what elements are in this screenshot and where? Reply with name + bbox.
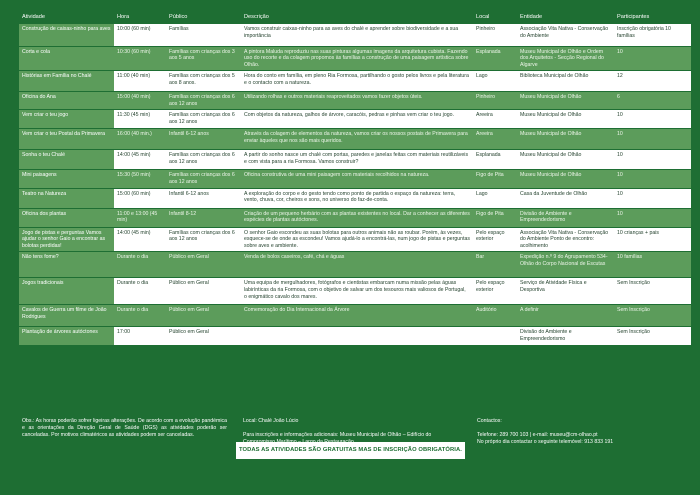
cell-local: Auditório	[473, 305, 517, 327]
cell-publico: Famílias com crianças dos 3 aos 5 anos	[166, 46, 241, 71]
cell-participantes: 10	[614, 110, 691, 129]
cell-hora: 15:30 (50 min)	[114, 170, 166, 188]
cell-atividade: Jogos tradicionais	[19, 278, 114, 305]
cell-participantes: Sem Inscrição	[614, 327, 691, 345]
cell-participantes: 6	[614, 92, 691, 110]
cell-descricao: Comemoração do Dia Internacional da Árvore	[241, 305, 473, 327]
table-row	[19, 24, 691, 46]
cell-participantes: 10	[614, 188, 691, 208]
cell-atividade: Não tens fome?	[19, 252, 114, 278]
table-row	[19, 150, 691, 170]
cell-hora: Durante o dia	[114, 278, 166, 305]
cell-local: Pinheiro	[473, 24, 517, 46]
cell-hora: 14:00 (45 min)	[114, 150, 166, 170]
cell-publico: Famílias com crianças dos 6 aos 12 anos	[166, 110, 241, 129]
cell-atividade: Oficina do Ana	[19, 92, 114, 110]
cell-publico: Público em Geral	[166, 327, 241, 345]
cell-atividade: Vem criar o teu jogo	[19, 110, 114, 129]
cell-atividade: Sonha o teu Chalé	[19, 150, 114, 170]
footer-local: Local: Chalé João Lúcio	[243, 418, 299, 424]
header-publico: Público	[166, 9, 241, 24]
schedule-table	[19, 9, 691, 346]
cell-atividade: Vem criar o teu Postal da Primavera	[19, 129, 114, 150]
header-participantes: Participantes	[614, 9, 691, 24]
table-row	[19, 227, 691, 252]
footer-obs: Obs.: As horas poderão sofrer ligeiras alterações. De acordo com a evolução pandémica e as orientações da Direção Geral de Saúde (DGS) as atividades poderão ser canceladas. Por motivos climatéricos as atividades podem ser canceladas.	[22, 418, 227, 438]
cell-local: Esplanada	[473, 150, 517, 170]
cell-participantes: Sem Inscrição	[614, 278, 691, 305]
cell-entidade: Museu Municipal de Olhão	[517, 170, 614, 188]
cell-entidade: Museu Municipal de Olhão	[517, 129, 614, 150]
cell-entidade: Divisão de Ambiente e Empreendedorismo	[517, 208, 614, 227]
cell-atividade: Teatro na Natureza	[19, 188, 114, 208]
cell-participantes: 10	[614, 129, 691, 150]
cell-atividade: Cavalos de Guerra um filme de João Rodrigues	[19, 305, 114, 327]
cell-publico: Público em Geral	[166, 252, 241, 278]
cell-entidade: Expedição n.º 9 do Agrupamento 534-Olhão do Corpo Nacional de Escutas	[517, 252, 614, 278]
cell-atividade: Mini paisagens	[19, 170, 114, 188]
cell-publico: Infantil 6-12 anos	[166, 188, 241, 208]
table-row	[19, 208, 691, 227]
cell-descricao: A partir do sonho nasce um chalé com portas, paredes e janelas feitas com materiais reutilizáveis e com vista para a ria Formosa. Vamos construir?	[241, 150, 473, 170]
cell-publico: Público em Geral	[166, 278, 241, 305]
table-row	[19, 46, 691, 71]
table-row	[19, 110, 691, 129]
footer-inscricoes: Para inscrições e informações adicionais: Museu Municipal de Olhão – Edifício do	[243, 432, 432, 438]
cell-publico: Famílias com crianças dos 6 aos 12 anos	[166, 92, 241, 110]
table-row	[19, 170, 691, 188]
cell-publico: Público em Geral	[166, 305, 241, 327]
cell-descricao: Vamos construir caixas-ninho para as aves do chalé e aprender sobre biodiversidade e a sua importância	[241, 24, 473, 46]
cell-publico: Famílias com crianças dos 6 aos 12 anos	[166, 150, 241, 170]
cell-hora: Durante o dia	[114, 252, 166, 278]
cell-hora: 11:00 (40 min)	[114, 71, 166, 92]
cell-entidade: Museu Municipal de Olhão e Ordem dos Arquitetos - Secção Regional do Algarve	[517, 46, 614, 71]
cell-descricao	[241, 327, 473, 345]
cell-participantes: Sem Inscrição	[614, 305, 691, 327]
cell-descricao: Hora do conto em família, em pleno Ria Formosa, partilhando o gosto pelos livros e pela literatura e o contacto com a natureza.	[241, 71, 473, 92]
cell-entidade: Associação Vita Nativa - Conservação do Ambiente	[517, 24, 614, 46]
cell-descricao: O senhor Gaio escondeu as suas bolotas para outros animais não as roubar. Porém, às vezes, esquece-se de onde as escondeu! Vamos ajudá-lo a encontrá-las, num jogo de pistas e perguntas sobre aves e ambiente.	[241, 227, 473, 252]
table-row	[19, 278, 691, 305]
cell-descricao: A exploração do corpo e do gesto tendo como ponto de partida o espaço da natureza: terra, vento, chuva, cor, cheiros e sons, no universo do faz-de-conta.	[241, 188, 473, 208]
cell-publico: Famílias com crianças dos 5 aos 8 anos.	[166, 71, 241, 92]
cell-local: Pelo espaço exterior	[473, 278, 517, 305]
cell-participantes: 10	[614, 150, 691, 170]
cell-entidade: Casa da Juventude de Olhão	[517, 188, 614, 208]
footer-contacts	[477, 418, 687, 446]
header-hora: Hora	[114, 9, 166, 24]
cell-hora: 11:30 (45 min)	[114, 110, 166, 129]
header-atividade: Atividade	[19, 9, 114, 24]
cell-participantes: 10	[614, 46, 691, 71]
table-row	[19, 92, 691, 110]
cell-local: Lago	[473, 71, 517, 92]
cell-entidade: Divisão do Ambiente e Empreendedorismo	[517, 327, 614, 345]
cell-participantes: 10	[614, 208, 691, 227]
cell-descricao: A pintora Maluda reproduziu nas suas pinturas algumas imagens da arquitetura cubista. Fazendo uso do recorte e da colagem propomos às famílias a construção de uma paisagem artística sobre Olhão.	[241, 46, 473, 71]
cell-atividade: Jogo de pistas e perguntas Vamos ajudar o senhor Gaio a encontrar as bolotas perdidas!	[19, 227, 114, 252]
cell-atividade: Plantação de árvores autóctones	[19, 327, 114, 345]
cell-entidade: Museu Municipal de Olhão	[517, 150, 614, 170]
cell-hora: 15:00 (60 min)	[114, 188, 166, 208]
cell-local	[473, 327, 517, 345]
cell-descricao: Uma equipa de mergulhadores, fotógrafos e cientistas embarcam numa missão pelas águas labirínticas da ria Formosa, com o objetivo de salvar um dos tesouros mais valiosos de Portugal, o enigmático cavalo dos mares.	[241, 278, 473, 305]
cell-participantes: 12	[614, 71, 691, 92]
cell-entidade: Museu Municipal de Olhão	[517, 110, 614, 129]
cell-entidade: Serviço de Atividade Física e Desportiva	[517, 278, 614, 305]
cell-entidade: Biblioteca Municipal de Olhão	[517, 71, 614, 92]
cell-hora: 10:30 (60 min)	[114, 46, 166, 71]
cell-atividade: Construção de caixas-ninho para aves	[19, 24, 114, 46]
cell-participantes: 10 crianças + pais	[614, 227, 691, 252]
table-row	[19, 71, 691, 92]
table-row	[19, 129, 691, 150]
cell-local: Lago	[473, 188, 517, 208]
cell-atividade: Corta e cola	[19, 46, 114, 71]
header-entidade: Entidade	[517, 9, 614, 24]
footer-telefone: Telefone: 289 700 103 | e-mail: museu@cm-olhao.pt	[477, 432, 598, 438]
cell-hora: 16:00 (40 min.)	[114, 129, 166, 150]
cell-hora: 17:00	[114, 327, 166, 345]
cell-local: Bar	[473, 252, 517, 278]
cell-descricao: Através da colagem de elementos da natureza, vamos criar os nossos postais de Primavera para enviar àqueles que nos são mais queridos.	[241, 129, 473, 150]
cell-atividade: Oficina dos plantas	[19, 208, 114, 227]
cell-local: Esplanada	[473, 46, 517, 71]
header-descricao: Descrição	[241, 9, 473, 24]
cell-hora: Durante o dia	[114, 305, 166, 327]
cell-descricao: Venda de bolos caseiros, café, chá e águas	[241, 252, 473, 278]
cell-local: Pelo espaço exterior	[473, 227, 517, 252]
table-row	[19, 305, 691, 327]
footer-contactos-label: Contactos:	[477, 418, 502, 424]
cell-local: Areeira	[473, 129, 517, 150]
cell-descricao: Oficina construtiva de uma mini paisagem com materiais recolhidos na natureza.	[241, 170, 473, 188]
cell-entidade: Associação Vita Nativa - Conservação do Ambiente Ponto de encontro: acolhimento	[517, 227, 614, 252]
cell-local: Pinheiro	[473, 92, 517, 110]
cell-entidade: A definir	[517, 305, 614, 327]
cell-local: Areeira	[473, 110, 517, 129]
cell-publico: Famílias com crianças dos 6 aos 12 anos	[166, 170, 241, 188]
cell-entidade: Museu Municipal de Olhão	[517, 92, 614, 110]
cell-publico: Infantil 8-12	[166, 208, 241, 227]
cell-hora: 15:00 (40 min)	[114, 92, 166, 110]
cell-descricao: Criação de um pequeno herbário com as plantas existentes no local. Dar a conhecer as diferentes espécies de plantas autóctones.	[241, 208, 473, 227]
cell-participantes: Inscrição obrigatória 10 famílias	[614, 24, 691, 46]
header-local: Local	[473, 9, 517, 24]
table-header-row	[19, 9, 691, 24]
table-row	[19, 188, 691, 208]
cell-local: Figo de Pita	[473, 170, 517, 188]
cell-local: Figo de Pita	[473, 208, 517, 227]
cell-participantes: 10	[614, 170, 691, 188]
cell-publico: Famílias com crianças dos 6 aos 12 anos	[166, 227, 241, 252]
cell-participantes: 10 famílias	[614, 252, 691, 278]
cell-hora: 11:00 e 13:00 (45 min)	[114, 208, 166, 227]
cell-descricao: Com objetos da natureza, galhos de árvore, caracóis, pedras e pinhas vem criar o teu jogo.	[241, 110, 473, 129]
cell-descricao: Utilizando rolhas e outros materiais reaproveitados vamos fazer objetos úteis.	[241, 92, 473, 110]
cell-hora: 10:00 (60 min)	[114, 24, 166, 46]
table-row	[19, 327, 691, 345]
cell-publico: Infantil 6-12 anos	[166, 129, 241, 150]
cell-atividade: Histórias em Família no Chalé	[19, 71, 114, 92]
cell-hora: 14:00 (45 min)	[114, 227, 166, 252]
cell-publico: Famílias	[166, 24, 241, 46]
free-activities-banner: TODAS AS ATIVIDADES SÃO GRATUITAS MAS DE INSCRIÇÃO OBRIGATÓRIA.	[236, 442, 465, 459]
footer-proprio-dia: No próprio dia contactar o seguinte telemóvel: 913 833 191	[477, 439, 614, 445]
table-row	[19, 252, 691, 278]
